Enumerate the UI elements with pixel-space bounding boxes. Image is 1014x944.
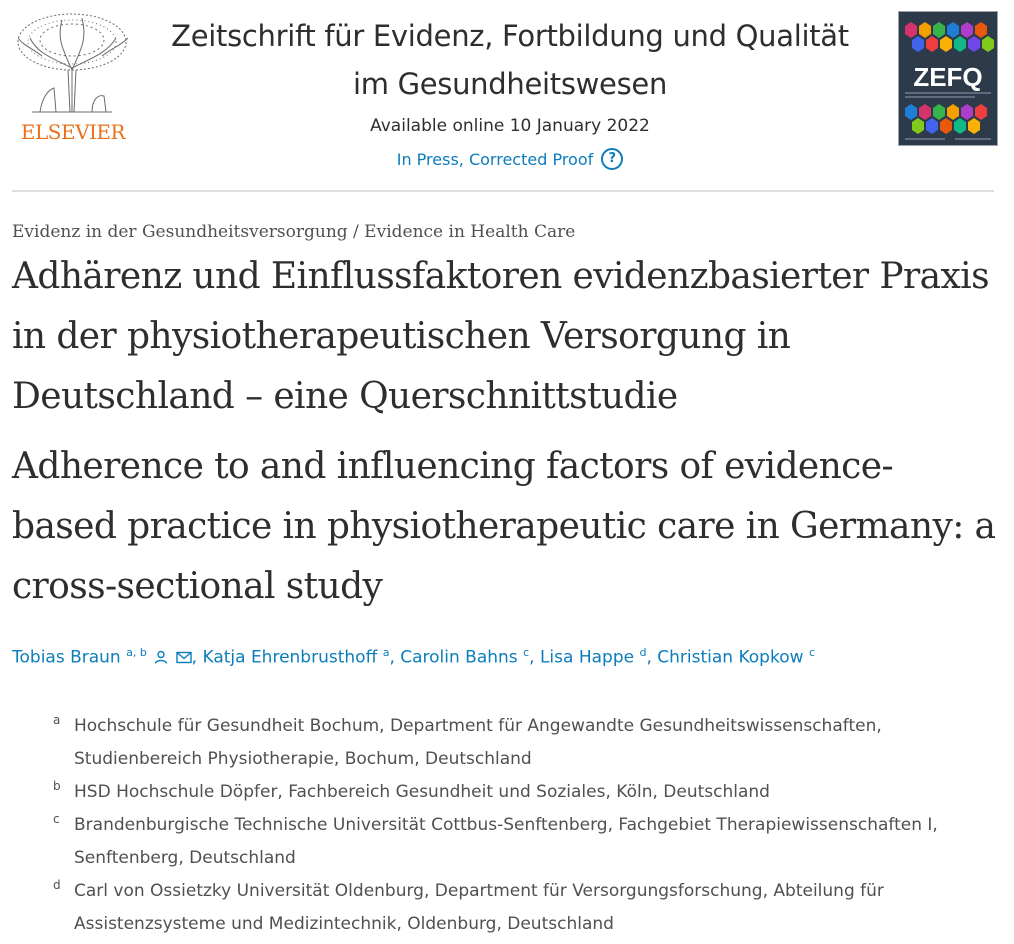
article-title-german: Adhärenz und Einflussfaktoren evidenzbasierter Praxis in der physiotherapeutischen Versorgung in Deutschland – eine Querschnittstudie: [12, 256, 989, 417]
author-link[interactable]: Christian Kopkow: [657, 647, 804, 668]
author-affiliation-ref[interactable]: a: [382, 646, 390, 659]
author-affiliation-ref[interactable]: c: [808, 646, 815, 659]
header-divider: [12, 190, 994, 192]
article-header: [0, 0, 1014, 192]
article-title-english: Adherence to and influencing factors of evidence-based practice in physiotherapeutic care in Germany: a cross-sectional study: [12, 446, 996, 607]
author-link[interactable]: Carolin Bahns: [400, 647, 518, 668]
article-status: [150, 148, 870, 170]
author-link[interactable]: Tobias Braun: [12, 647, 121, 668]
journal-info: [150, 12, 870, 170]
affiliation-item: a Hochschule für Gesundheit Bochum, Department für Angewandte Gesundheitswissenschaften, Studienbereich Physiotherapie, Bochum, Deutschland: [50, 710, 990, 776]
affiliation-item: c Brandenburgische Technische Universität Cottbus-Senftenberg, Fachgebiet Therapiewissenschaften I, Senftenberg, Deutschland: [50, 809, 990, 875]
in-press-link[interactable]: In Press, Corrected Proof: [396, 149, 594, 169]
affiliation-item: d Carl von Ossietzky Universität Oldenburg, Department für Versorgungsforschung, Abteilung für Assistenzsysteme und Medizintechnik, Oldenburg, Deutschland: [50, 875, 990, 941]
available-online-date: Available online 10 January 2022: [370, 116, 650, 136]
affiliation-list: [50, 710, 990, 941]
author-list: Tobias Braun $^{a, b}$ , Katja Ehrenbrusthoff $^a$, Carolin Bahns $^c$, Lisa Happe $^d$, Christian Kopkow $^c$: [12, 646, 815, 668]
author-affiliation-ref[interactable]: d: [639, 646, 647, 659]
journal-title[interactable]: Zeitschrift für Evidenz, Fortbildung und Qualität im Gesundheitswesen: [171, 19, 849, 101]
elsevier-wordmark: ELSEVIER: [20, 120, 126, 144]
cover-artwork: [899, 12, 997, 145]
affiliation-marker: c: [53, 812, 60, 826]
author-affiliation-ref[interactable]: c: [523, 646, 530, 659]
author-affiliation-ref[interactable]: a, b: [126, 646, 147, 659]
affiliation-marker: a: [53, 713, 61, 727]
article-section-label[interactable]: Evidenz in der Gesundheitsversorgung / Evidence in Health Care: [12, 222, 576, 242]
affiliation-marker: d: [53, 878, 61, 892]
affiliation-marker: b: [53, 779, 61, 793]
author-link[interactable]: Katja Ehrenbrusthoff: [202, 647, 378, 668]
question-circle-icon[interactable]: ?: [601, 148, 623, 170]
tree-icon: [12, 8, 134, 116]
person-icon[interactable]: [154, 649, 168, 669]
cover-title: ZEFQ: [913, 62, 983, 92]
elsevier-logo[interactable]: [12, 8, 134, 150]
envelope-icon[interactable]: [176, 649, 192, 669]
journal-cover-image[interactable]: [898, 11, 998, 146]
author-link[interactable]: Lisa Happe: [539, 647, 635, 668]
affiliation-item: b HSD Hochschule Döpfer, Fachbereich Gesundheit und Soziales, Köln, Deutschland: [50, 776, 990, 809]
